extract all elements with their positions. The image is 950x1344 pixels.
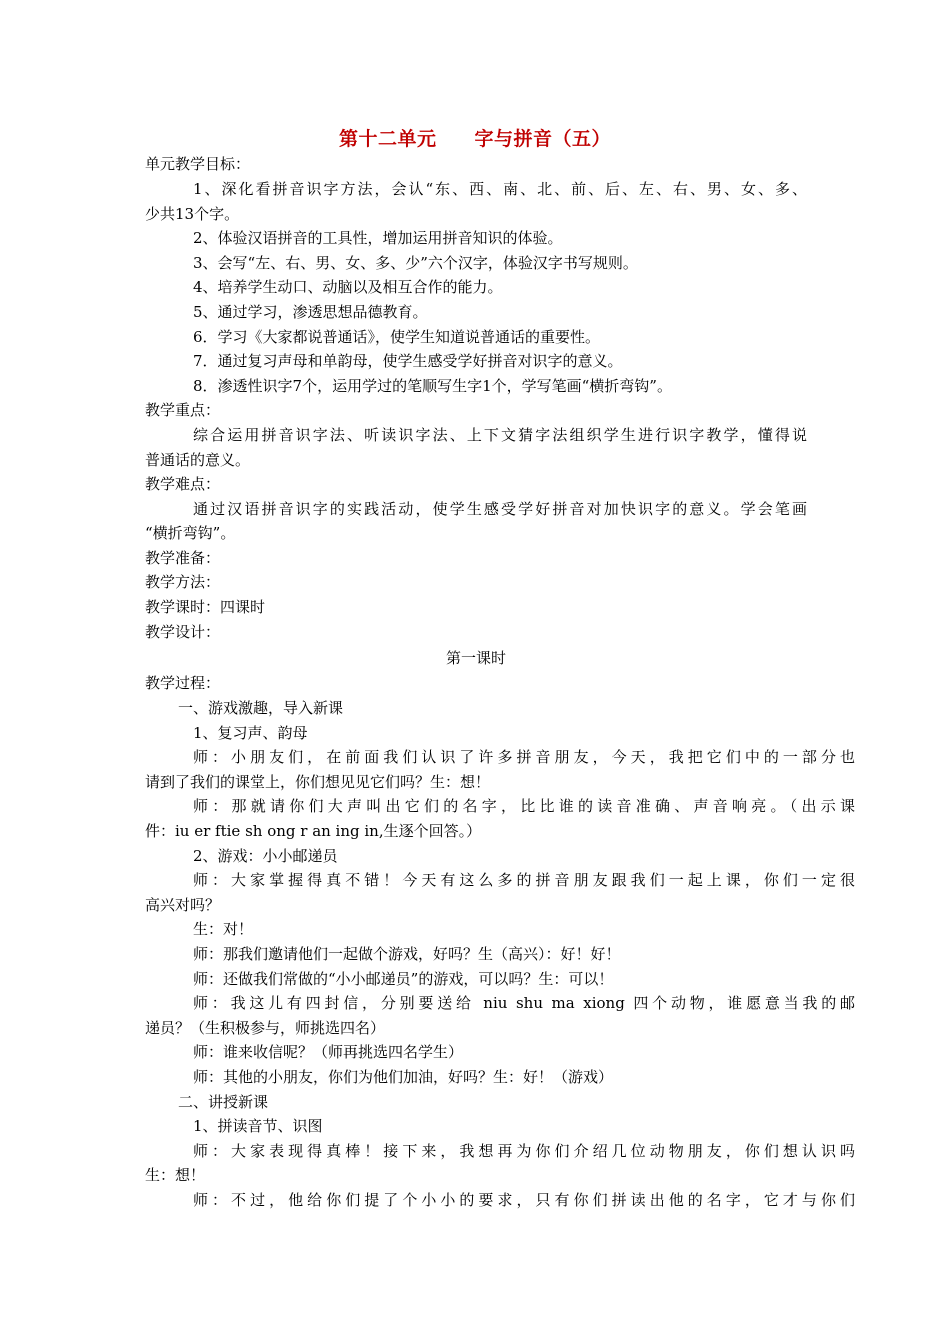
heading-design: 教学设计：	[145, 623, 221, 641]
dialogue-6: 师：还做我们常做的“小小邮递员”的游戏，可以吗？生：可以！	[193, 970, 614, 988]
heading-difficulties: 教学难点：	[145, 475, 221, 493]
goal-7: 7．通过复习声母和单韵母，使学生感受学好拼音对识字的意义。	[193, 352, 623, 370]
difficulties-line-1: 通过汉语拼音识字的实践活动，使学生感受学好拼音对加快识字的意义。学会笔画	[193, 500, 807, 518]
goal-5: 5、通过学习，渗透思想品德教育。	[193, 303, 428, 321]
dialogue-3-line-1: 师：大家掌握得真不错！今天有这么多的拼音朋友跟我们一起上课，你们一定很	[193, 871, 855, 889]
goal-2: 2、体验汉语拼音的工具性，增加运用拼音知识的体验。	[193, 229, 563, 247]
dialogue-8: 师：谁来收信呢？（师再挑选四名学生）	[193, 1043, 464, 1061]
dialogue-1-line-2: 请到了我们的课堂上，你们想见见它们吗？生：想！	[145, 773, 491, 791]
goal-8: 8．渗透性识字7个，运用学过的笔顺写生字1个，学写笔画“横折弯钩”。	[193, 377, 672, 395]
key-points-line-2: 普通话的意义。	[145, 451, 251, 469]
dialogue-2-line-1: 师：那就请你们大声叫出它们的名字，比比谁的读音准确、声音响亮。（出示课	[193, 797, 855, 815]
key-points-line-1: 综合运用拼音识字法、听读识字法、上下文猜字法组织学生进行识字教学，懂得说	[193, 426, 807, 444]
dialogue-4: 生：对！	[193, 920, 254, 938]
heading-unit-goals: 单元教学目标：	[145, 155, 251, 173]
heading-key-points: 教学重点：	[145, 401, 221, 419]
heading-methods: 教学方法：	[145, 573, 221, 591]
goal-4: 4、培养学生动口、动脑以及相互合作的能力。	[193, 278, 503, 296]
section-first-period: 第一课时	[445, 649, 506, 667]
dialogue-3-line-2: 高兴对吗？	[145, 896, 221, 914]
dialogue-7-line-2: 递员？（生积极参与，师挑选四名）	[145, 1019, 386, 1037]
goal-1-line-2: 少共13个字。	[145, 205, 240, 223]
difficulties-line-2: “横折弯钩”。	[145, 524, 236, 542]
part-2-heading: 二、讲授新课	[178, 1093, 269, 1111]
step-1-2-heading: 2、游戏：小小邮递员	[193, 847, 338, 865]
heading-process: 教学过程：	[145, 674, 221, 692]
goal-3: 3、会写“左、右、男、女、多、少”六个汉字，体验汉字书写规则。	[193, 254, 638, 272]
heading-preparation: 教学准备：	[145, 549, 221, 567]
dialogue-5: 师：那我们邀请他们一起做个游戏，好吗？生（高兴）：好！好！	[193, 945, 621, 963]
title-unit: 第十二单元	[338, 128, 437, 150]
title-topic: 字与拼音（五）	[474, 128, 612, 150]
dialogue-7-line-1: 师：我这儿有四封信，分别要送给 niu shu ma xiong 四个动物，谁愿意当我的邮	[193, 994, 855, 1012]
step-2-1-heading: 1、拼读音节、识图	[193, 1117, 323, 1135]
dialogue-9: 师：其他的小朋友，你们为他们加油，好吗？生：好！（游戏）	[193, 1068, 614, 1086]
page-title	[0, 124, 950, 151]
dialogue-1-line-1: 师：小朋友们，在前面我们认识了许多拼音朋友，今天，我把它们中的一部分也	[193, 748, 855, 766]
goal-1-line-1: 1、深化看拼音识字方法，会认“东、西、南、北、前、后、左、右、男、女、多、	[193, 180, 807, 198]
step-1-1-heading: 1、复习声、韵母	[193, 724, 308, 742]
goal-6: 6．学习《大家都说普通话》，使学生知道说普通话的重要性。	[193, 328, 601, 346]
dialogue-10-line-1: 师：大家表现得真棒！接下来，我想再为你们介绍几位动物朋友，你们想认识吗	[193, 1142, 855, 1160]
dialogue-11-line-1: 师：不过，他给你们提了个小小的要求，只有你们拼读出他的名字，它才与你们	[193, 1191, 855, 1209]
dialogue-10-line-2: 生：想！	[145, 1166, 206, 1184]
dialogue-2-line-2: 件：iu er ftie sh ong r an ing in,生逐个回答。）	[145, 822, 482, 840]
part-1-heading: 一、游戏激趣，导入新课	[178, 699, 344, 717]
heading-periods: 教学课时：四课时	[145, 598, 266, 616]
